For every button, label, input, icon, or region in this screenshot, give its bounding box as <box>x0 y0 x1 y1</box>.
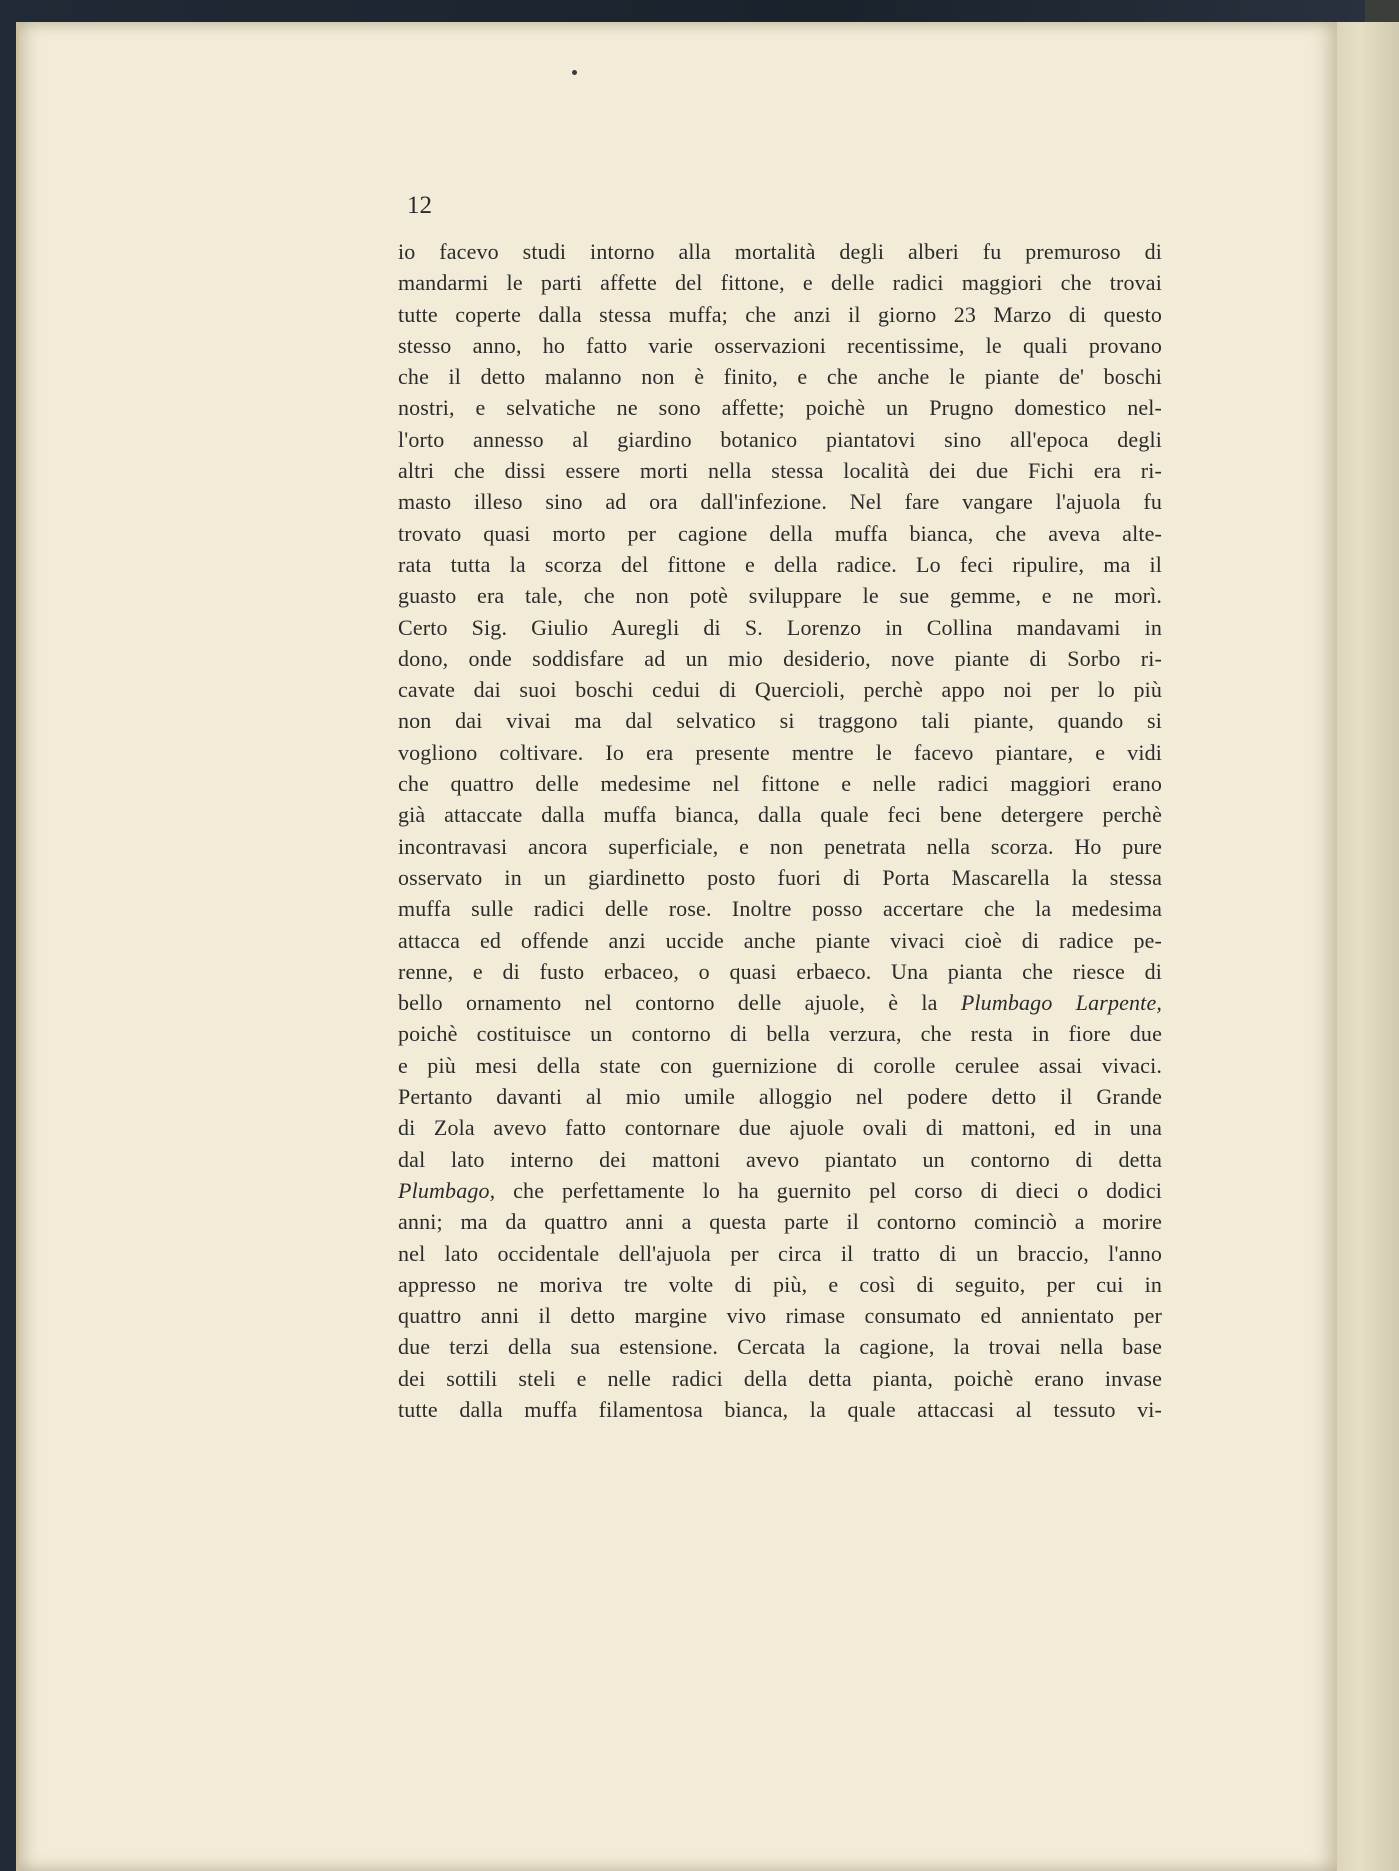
text-line: che quattro delle medesime nel fittone e nelle radici maggiori erano <box>398 771 1162 797</box>
text-line: appresso ne moriva tre volte di più, e così di seguito, per cui in <box>398 1271 1162 1297</box>
body-text <box>398 236 1162 1425</box>
text-line <box>398 1175 1162 1206</box>
text-line: vogliono coltivare. Io era presente mentre le facevo piantare, e vidi <box>398 739 1162 765</box>
text-line: di Zola avevo fatto contornare due ajuole ovali di mattoni, ed in una <box>398 1115 1162 1141</box>
text-line: dei sottili steli e nelle radici della detta pianta, poichè erano invase <box>398 1365 1162 1391</box>
text-line: dal lato interno dei mattoni avevo piantato un contorno di detta <box>398 1146 1162 1172</box>
text-line: rata tutta la scorza del fittone e della radice. Lo feci ripulire, ma il <box>398 551 1162 577</box>
text-line: muffa sulle radici delle rose. Inoltre posso accertare che la medesima <box>398 896 1162 922</box>
text-line: tutte coperte dalla stessa muffa; che anzi il giorno 23 Marzo di questo <box>398 301 1162 327</box>
text-line: incontravasi ancora superficiale, e non penetrata nella scorza. Ho pure <box>398 833 1162 859</box>
text-line: trovato quasi morto per cagione della muffa bianca, che aveva alte- <box>398 520 1162 546</box>
text-line: stesso anno, ho fatto varie osservazioni recentissime, le quali provano <box>398 332 1162 358</box>
text-line: poichè costituisce un contorno di bella verzura, che resta in fiore due <box>398 1021 1162 1047</box>
ink-dot <box>572 70 577 75</box>
text-line: masto illeso sino ad ora dall'infezione. Nel fare vangare l'ajuola fu <box>398 489 1162 515</box>
text-line: e più mesi della state con guernizione di corolle cerulee assai vivaci. <box>398 1052 1162 1078</box>
text-line: l'orto annesso al giardino botanico piantatovi sino all'epoca degli <box>398 426 1162 452</box>
text-line: cavate dai suoi boschi cedui di Quercioli, perchè appo noi per lo più <box>398 677 1162 703</box>
text-fragment: bello ornamento nel contorno delle ajuole, è la <box>398 990 961 1016</box>
text-line: anni; ma da quattro anni a questa parte il contorno cominciò a morire <box>398 1209 1162 1235</box>
adjacent-page-edge <box>1330 22 1399 1871</box>
text-line: nel lato occidentale dell'ajuola per circa il tratto di un braccio, l'anno <box>398 1240 1162 1266</box>
text-line: attacca ed offende anzi uccide anche piante vivaci cioè di radice pe- <box>398 927 1162 953</box>
text-line: guasto era tale, che non potè sviluppare le sue gemme, e ne morì. <box>398 583 1162 609</box>
text-line: Pertanto davanti al mio umile alloggio nel podere detto il Grande <box>398 1084 1162 1110</box>
text-line: che il detto malanno non è finito, e che anche le piante de' boschi <box>398 364 1162 390</box>
text-line: nostri, e selvatiche ne sono affette; poichè un Prugno domestico nel- <box>398 395 1162 421</box>
text-fragment: che perfettamente lo ha guernito pel corso di dieci o dodici <box>495 1177 1162 1203</box>
text-line <box>398 987 1162 1018</box>
text-line: Certo Sig. Giulio Auregli di S. Lorenzo in Collina mandavami in <box>398 614 1162 640</box>
text-line: renne, e di fusto erbaceo, o quasi erbaeco. Una pianta che riesce di <box>398 958 1162 984</box>
text-line: mandarmi le parti affette del fittone, e delle radici maggiori che trovai <box>398 270 1162 296</box>
text-line: due terzi della sua estensione. Cercata la cagione, la trovai nella base <box>398 1334 1162 1360</box>
text-line: osservato in un giardinetto posto fuori di Porta Mascarella la stessa <box>398 864 1162 890</box>
text-line: tutte dalla muffa filamentosa bianca, la quale attaccasi al tessuto vi- <box>398 1396 1162 1422</box>
italic-species-name: Plumbago Larpente, <box>960 990 1162 1016</box>
text-line: non dai vivai ma dal selvatico si traggono tali piante, quando si <box>398 708 1162 734</box>
text-line: altri che dissi essere morti nella stessa località dei due Fichi era ri- <box>398 458 1162 484</box>
text-line: già attaccate dalla muffa bianca, dalla quale feci bene detergere perchè <box>398 802 1162 828</box>
text-line: io facevo studi intorno alla mortalità degli alberi fu premuroso di <box>398 239 1162 264</box>
italic-species-name: Plumbago, <box>398 1177 496 1203</box>
text-line: dono, onde soddisfare ad un mio desiderio, nove piante di Sorbo ri- <box>398 645 1162 671</box>
text-line: quattro anni il detto margine vivo rimase consumato ed annientato per <box>398 1303 1162 1329</box>
page-number: 12 <box>407 192 432 219</box>
